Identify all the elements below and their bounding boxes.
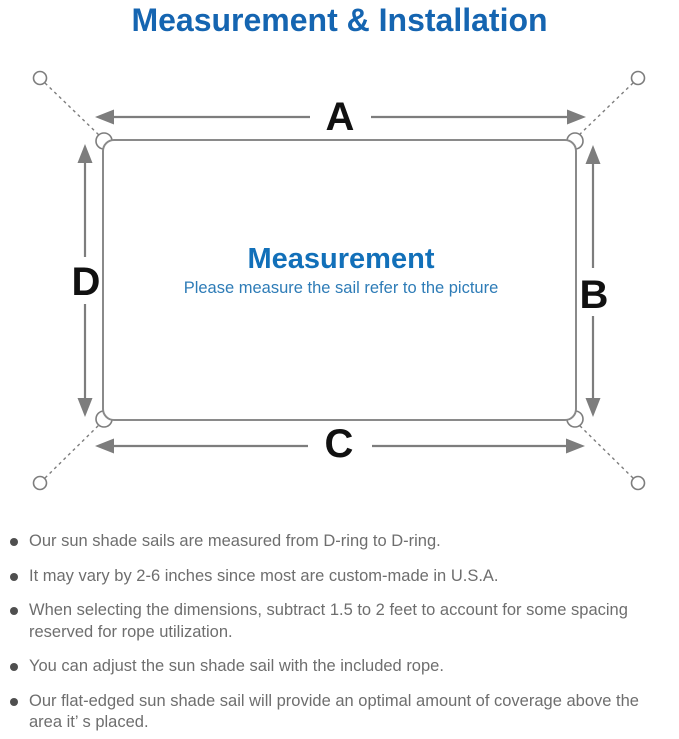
dimension-arrow-b <box>580 145 609 417</box>
rope-top-right <box>578 83 633 136</box>
arrow-a-left-head-icon <box>95 110 114 125</box>
page-title: Measurement & Installation <box>131 2 548 38</box>
dimension-label-c: C <box>324 422 354 466</box>
note-item <box>10 600 673 643</box>
dimension-arrow-a <box>95 95 586 139</box>
measurement-diagram <box>0 50 679 520</box>
anchor-circle-bottom-right <box>632 477 645 490</box>
dimension-label-a: A <box>325 95 355 139</box>
arrow-a-right-head-icon <box>567 110 586 125</box>
note-item <box>10 531 673 553</box>
arrow-b-down-head-icon <box>586 398 601 417</box>
notes-list <box>10 531 673 739</box>
anchor-circle-top-right <box>632 72 645 85</box>
rope-top-left <box>45 83 100 136</box>
anchor-circle-top-left <box>34 72 47 85</box>
bullet-dot-icon <box>10 607 18 615</box>
note-item <box>10 691 673 734</box>
arrow-c-right-head-icon <box>566 439 585 454</box>
anchor-circle-bottom-left <box>34 477 47 490</box>
rope-bottom-right <box>578 424 633 478</box>
dimension-arrow-d <box>72 144 101 417</box>
note-item <box>10 566 673 588</box>
note-item <box>10 656 673 678</box>
arrow-d-down-head-icon <box>78 398 93 417</box>
bullet-dot-icon <box>10 698 18 706</box>
bullet-dot-icon <box>10 663 18 671</box>
note-text: It may vary by 2-6 inches since most are custom-made in U.S.A. <box>29 566 499 585</box>
dimension-label-d: D <box>71 260 101 304</box>
bullet-dot-icon <box>10 538 18 546</box>
arrow-d-up-head-icon <box>78 144 93 163</box>
note-text: Our flat-edged sun shade sail will provide an optimal amount of coverage above the area it’ s placed. <box>29 691 639 731</box>
dimension-label-b: B <box>579 273 609 317</box>
note-text: Our sun shade sails are measured from D-ring to D-ring. <box>29 532 441 550</box>
bullet-dot-icon <box>10 573 18 581</box>
note-text: You can adjust the sun shade sail with the included rope. <box>29 657 444 675</box>
diagram-center-subtitle: Please measure the sail refer to the picture <box>183 279 499 297</box>
note-text: When selecting the dimensions, subtract 1.5 to 2 feet to account for some spacing reserved for rope utilization. <box>29 601 628 641</box>
diagram-center-title: Measurement <box>247 243 435 275</box>
arrow-c-left-head-icon <box>95 439 114 454</box>
rope-bottom-left <box>45 424 100 478</box>
arrow-b-up-head-icon <box>586 145 601 164</box>
dimension-arrow-c <box>95 422 585 466</box>
